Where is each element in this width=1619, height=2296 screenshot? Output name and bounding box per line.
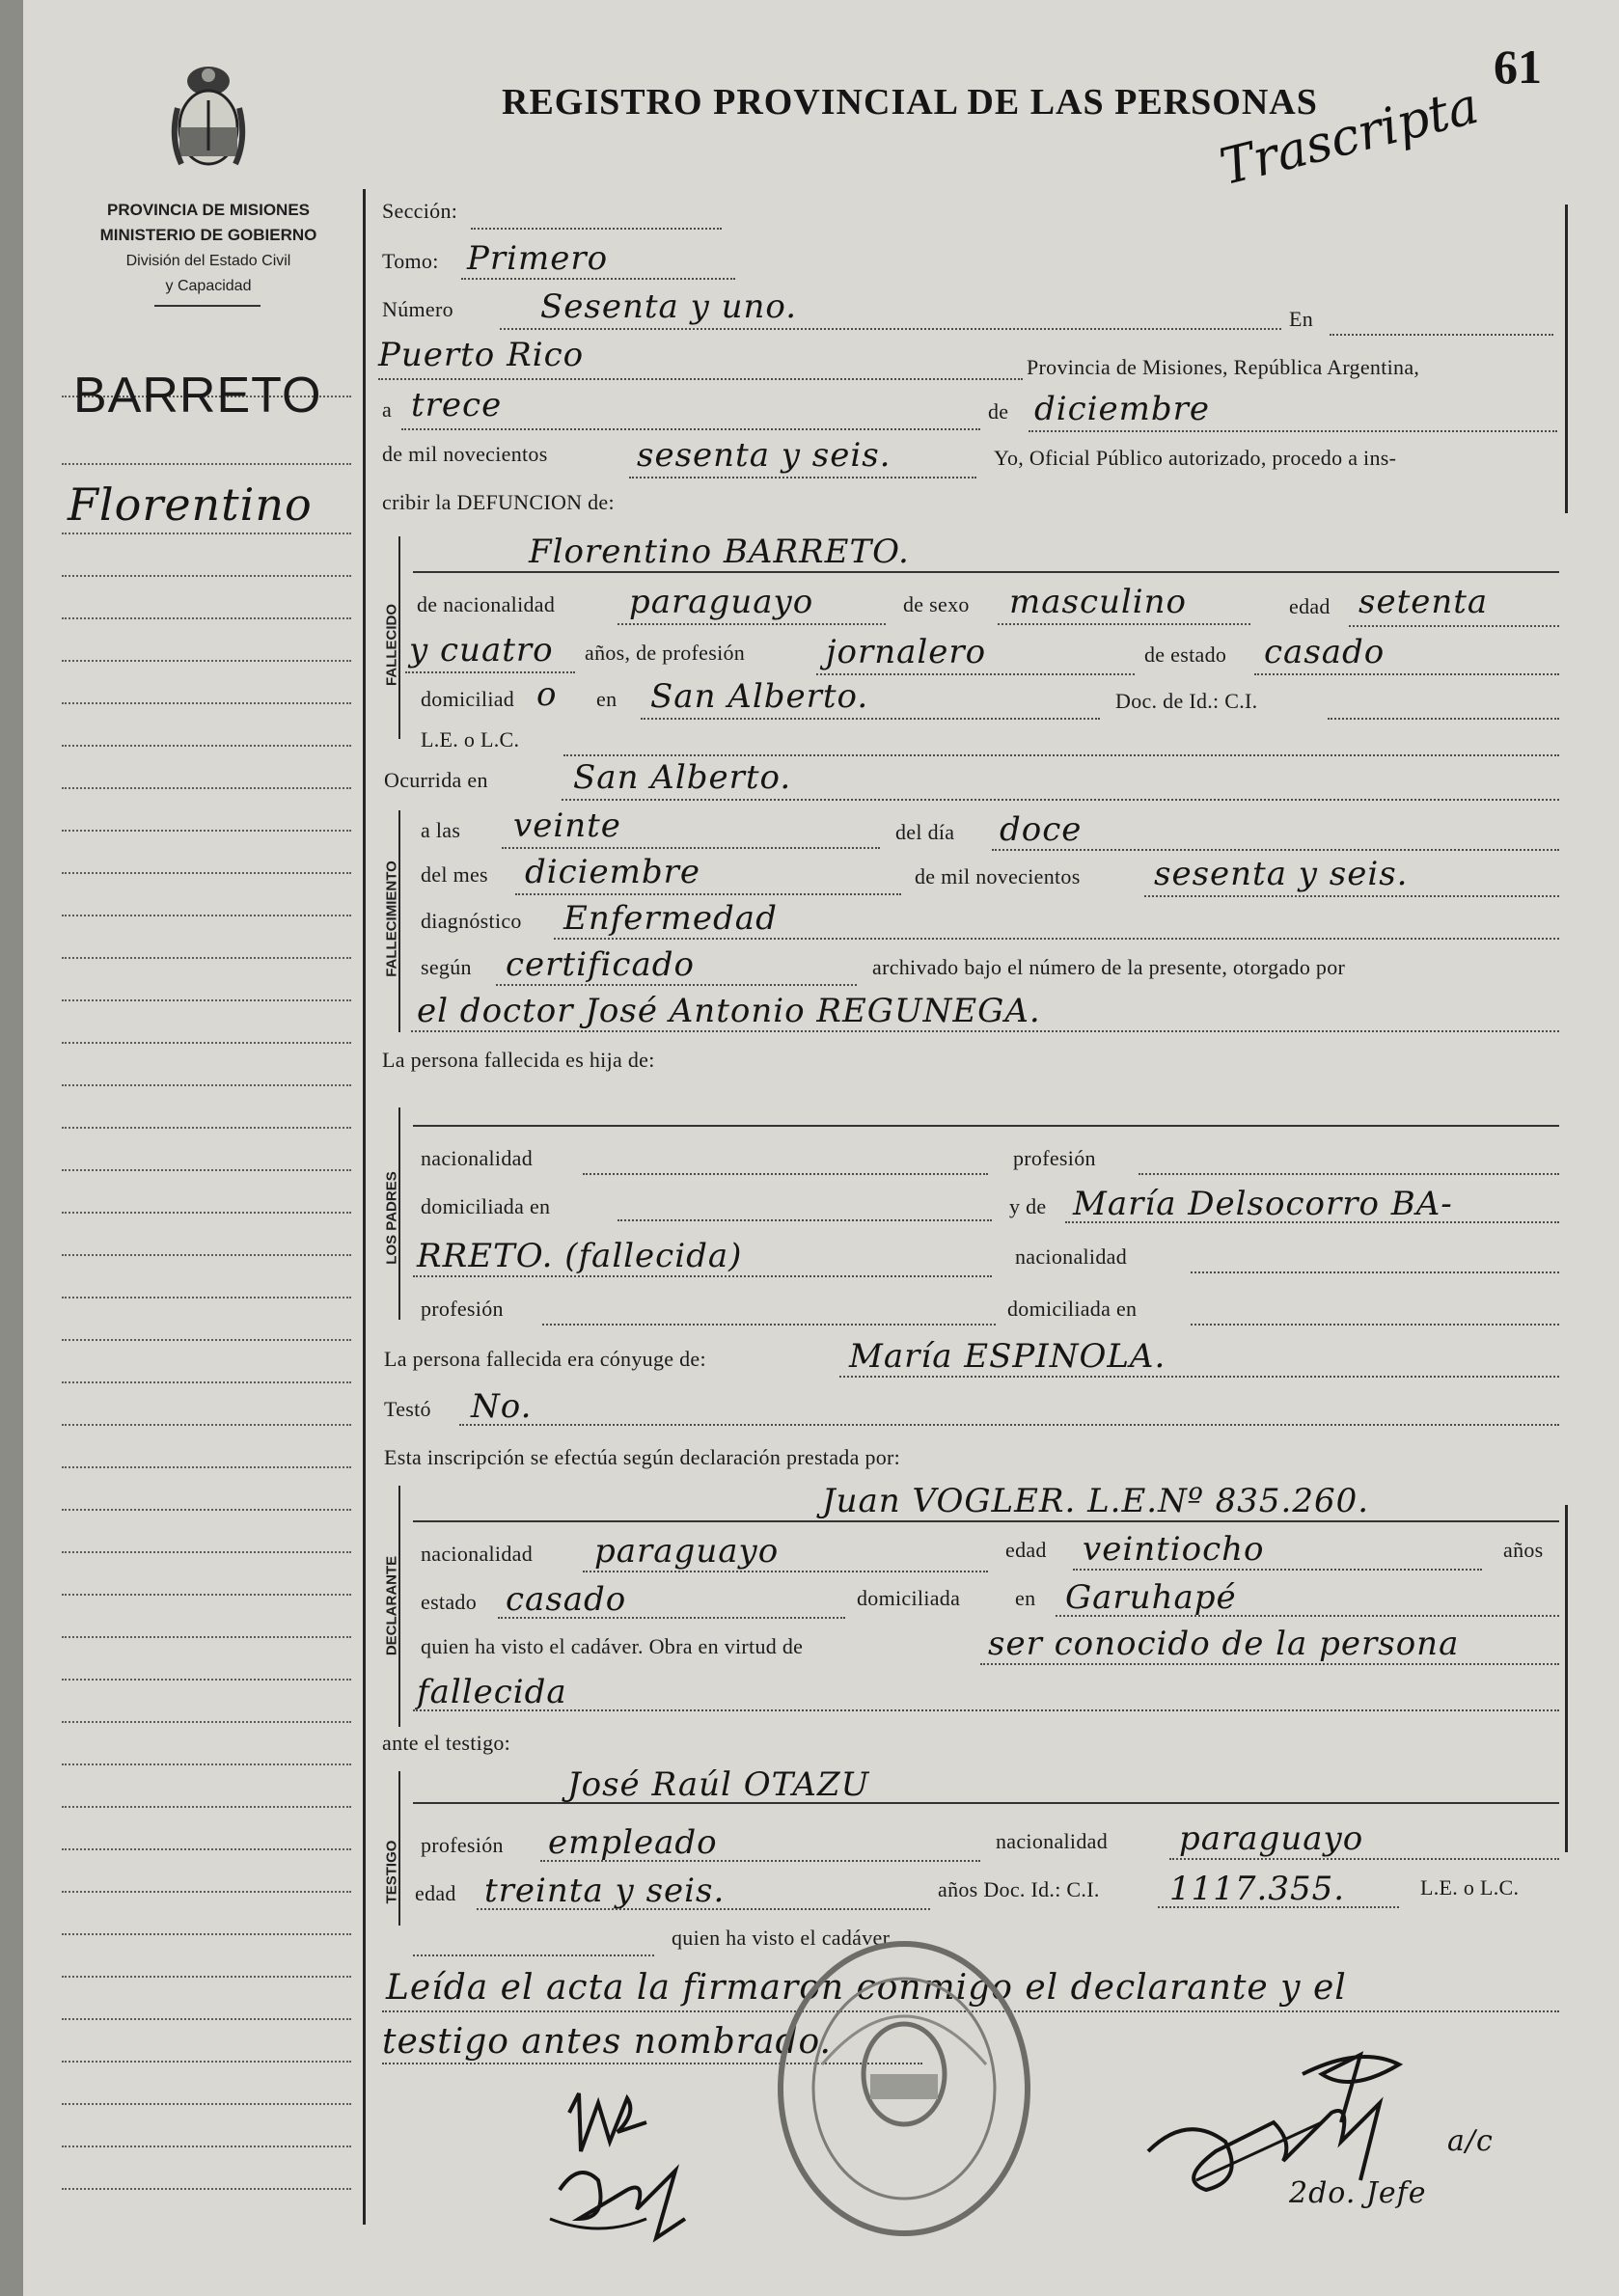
- ocurrida-value: San Alberto.: [573, 758, 792, 797]
- margin-line: [62, 1254, 351, 1256]
- padre-profesion-line: [1139, 1173, 1559, 1175]
- madre-domiciliada-line: [1191, 1324, 1559, 1326]
- hora-value: veinte: [513, 806, 621, 845]
- declarante-domiciliada-label: domiciliada: [857, 1586, 961, 1610]
- fallecido-name: Florentino BARRETO.: [529, 533, 910, 571]
- margin-line: [62, 2188, 351, 2190]
- declarante-name-line: [413, 1520, 1559, 1522]
- testigo-le-label: L.E. o L.C.: [1420, 1875, 1520, 1900]
- segun-value: certificado: [506, 945, 695, 984]
- fallecido-doc-line: [1328, 718, 1559, 720]
- margin-line: [62, 745, 351, 747]
- division-heading-line-1: División del Estado Civil: [125, 253, 291, 269]
- margin-line: [62, 1721, 351, 1723]
- margin-line: [62, 1042, 351, 1044]
- margin-line: [62, 1381, 351, 1383]
- testigo-edad-line: [477, 1908, 930, 1910]
- right-rule-bottom: [1565, 1505, 1568, 1852]
- closing-line-2: testigo antes nombrado.: [382, 2022, 832, 2062]
- day-value: trece: [411, 386, 503, 424]
- declarante-virtud-line-2: [413, 1709, 1559, 1711]
- tomo-value: Primero: [467, 239, 609, 278]
- en-label: En: [1289, 307, 1314, 331]
- testigo-name: José Raúl OTAZU: [567, 1765, 870, 1804]
- declarante-domicilio-value: Garuhapé: [1065, 1578, 1237, 1617]
- anio-prefix: de mil novecientos: [915, 864, 1081, 888]
- margin-rule: [363, 189, 366, 2225]
- madre-line-2: [413, 1275, 992, 1277]
- ocurrida-label: Ocurrida en: [384, 768, 488, 792]
- doctor-line: [411, 1030, 1559, 1032]
- hija-text: La persona fallecida es hija de:: [382, 1048, 655, 1072]
- madre-nacionalidad-line: [1191, 1271, 1559, 1273]
- testigo-profesion-value: empleado: [548, 1823, 718, 1862]
- margin-line: [62, 617, 351, 619]
- margin-line: [62, 1212, 351, 1214]
- margin-line: [62, 999, 351, 1001]
- margin-line: [62, 830, 351, 832]
- page-edge: [0, 0, 23, 2296]
- fallecido-le-label: L.E. o L.C.: [421, 727, 520, 752]
- madre-domiciliada-label: domiciliada en: [1007, 1297, 1138, 1321]
- fallecido-en-label: en: [596, 687, 617, 711]
- seccion-label: Sección:: [382, 199, 458, 223]
- numero-value: Sesenta y uno.: [540, 287, 798, 326]
- madre-profesion-label: profesión: [421, 1297, 504, 1321]
- padre-domiciliada-line: [617, 1219, 992, 1221]
- fallecido-sexo-line: [998, 623, 1250, 625]
- ocurrida-line: [562, 799, 1559, 801]
- signature-jefe-note: 2do. Jefe: [1289, 2176, 1427, 2210]
- declarante-section-label: DECLARANTE: [383, 1555, 400, 1656]
- margin-surname: BARRETO: [73, 368, 322, 424]
- declaracion-text: Esta inscripción se efectúa según declaración prestada por:: [384, 1445, 901, 1469]
- dia-line: [992, 849, 1559, 851]
- testigo-doc-value: 1117.355.: [1169, 1870, 1346, 1908]
- declarante-edad-value: veintiocho: [1083, 1530, 1265, 1569]
- dia-label: del día: [895, 820, 955, 844]
- seccion-line: [471, 228, 722, 230]
- margin-line: [62, 2103, 351, 2105]
- anio-line: [1144, 895, 1559, 897]
- declarante-en-label: en: [1015, 1586, 1036, 1610]
- margin-line: [62, 1509, 351, 1511]
- declarante-edad-label: edad: [1005, 1538, 1047, 1562]
- margin-line: [62, 915, 351, 916]
- tomo-line: [461, 278, 735, 280]
- padre-name-line: [413, 1125, 1559, 1127]
- fallecido-nacionalidad-line: [617, 623, 886, 625]
- fallecido-edad-label: edad: [1289, 594, 1331, 618]
- dia-value: doce: [1000, 810, 1083, 849]
- testo-line: [459, 1424, 1559, 1426]
- numero-line: [500, 328, 1281, 330]
- testigo-nacionalidad-line: [1169, 1858, 1559, 1860]
- declarante-virtud-line-1: [980, 1663, 1559, 1665]
- fallecido-estado-value: casado: [1264, 633, 1386, 671]
- official-seal-stamp: [764, 1929, 1044, 2248]
- province-heading: PROVINCIA DE MISIONES: [106, 201, 310, 219]
- fallecido-domicilio-line: [641, 718, 1100, 720]
- margin-line: [62, 1806, 351, 1808]
- declarante-nacionalidad-value: paraguayo: [594, 1532, 780, 1571]
- numero-label: Número: [382, 297, 453, 321]
- declarante-domicilio-line: [1056, 1615, 1559, 1617]
- diagnostico-line: [554, 938, 1559, 940]
- witness-signature: [540, 2074, 733, 2267]
- testigo-edad-label: edad: [415, 1881, 456, 1905]
- fallecido-estado-line: [1254, 673, 1559, 675]
- margin-line: [62, 787, 351, 789]
- day-line: [401, 428, 980, 430]
- place-value: Puerto Rico: [378, 336, 585, 374]
- fallecido-profesion-line: [816, 673, 1135, 675]
- closing-line-1: Leída el acta la firmaron conmigo el declarante y el: [386, 1968, 1347, 2008]
- margin-line: [62, 1933, 351, 1935]
- fallecido-estado-label: de estado: [1144, 642, 1227, 667]
- margin-line: [62, 1339, 351, 1341]
- testigo-nacionalidad-value: paraguayo: [1179, 1819, 1364, 1858]
- fallecido-sexo-label: de sexo: [903, 592, 970, 616]
- padres-section-label: LOS PADRES: [383, 1171, 400, 1265]
- mes-value: diciembre: [525, 853, 701, 891]
- y-de-label: y de: [1009, 1194, 1047, 1218]
- margin-line: [62, 575, 351, 577]
- fallecido-profesion-label: años, de profesión: [585, 641, 746, 665]
- declarante-quien-text: quien ha visto el cadáver. Obra en virtud de: [421, 1634, 804, 1658]
- fallecido-domiciliado-suffix: o: [536, 675, 558, 714]
- en-line: [1330, 334, 1553, 336]
- declarante-estado-label: estado: [421, 1590, 478, 1614]
- year-prefix: de mil novecientos: [382, 442, 548, 466]
- margin-line: [62, 1976, 351, 1978]
- padre-nacionalidad-label: nacionalidad: [421, 1146, 533, 1170]
- hora-line: [502, 847, 880, 849]
- margin-line: [62, 1679, 351, 1681]
- a-las-label: a las: [421, 818, 461, 842]
- testigo-profesion-label: profesión: [421, 1833, 504, 1857]
- testigo-edad-value: treinta y seis.: [484, 1872, 726, 1910]
- margin-line: [62, 1127, 351, 1129]
- anio-value: sesenta y seis.: [1154, 855, 1409, 893]
- declarante-estado-line: [498, 1617, 845, 1619]
- margin-line: [62, 1594, 351, 1596]
- madre-profesion-line: [542, 1324, 996, 1326]
- page-number: 61: [1494, 40, 1542, 94]
- testigo-doc-label: años Doc. Id.: C.I.: [938, 1877, 1100, 1901]
- fallecido-edad-line-2: [405, 671, 575, 673]
- margin-line: [62, 1466, 351, 1468]
- margin-line: [62, 1891, 351, 1893]
- declarante-nacionalidad-label: nacionalidad: [421, 1542, 533, 1566]
- fallecido-nacionalidad-value: paraguayo: [629, 583, 814, 621]
- fallecido-edad-line: [1349, 625, 1559, 627]
- declarante-edad-line: [1073, 1569, 1482, 1571]
- declarante-anos-label: años: [1503, 1538, 1544, 1562]
- fallecido-name-line: [413, 571, 1559, 573]
- declarante-virtud-value-2: fallecida: [417, 1673, 567, 1711]
- header-rule: [154, 305, 261, 307]
- mes-line: [515, 893, 901, 895]
- padre-profesion-label: profesión: [1013, 1146, 1096, 1170]
- segun-label: según: [421, 955, 472, 979]
- fallecido-domicilio-value: San Alberto.: [650, 677, 869, 716]
- division-heading-line-2: y Capacidad: [165, 278, 252, 294]
- testo-label: Testó: [384, 1397, 431, 1421]
- fallecido-section-label: FALLECIDO: [383, 604, 400, 686]
- margin-line: [62, 2061, 351, 2063]
- fallecido-edad-value-1: setenta: [1358, 583, 1489, 621]
- fallecido-domiciliado-label: domiciliad: [421, 687, 515, 711]
- testigo-name-line: [413, 1802, 1559, 1804]
- inscribir-text: cribir la DEFUNCION de:: [382, 490, 615, 514]
- declarante-nacionalidad-line: [583, 1571, 988, 1572]
- diagnostico-label: diagnóstico: [421, 909, 522, 933]
- officer-text: Yo, Oficial Público autorizado, procedo a ins-: [994, 446, 1397, 470]
- conyuge-label: La persona fallecida era cónyuge de:: [384, 1347, 706, 1371]
- testigo-nacionalidad-label: nacionalidad: [996, 1829, 1108, 1853]
- de-label: de: [988, 399, 1009, 424]
- padre-nacionalidad-line: [583, 1173, 988, 1175]
- doctor-value: el doctor José Antonio REGUNEGA.: [417, 992, 1041, 1030]
- segun-line: [496, 984, 857, 986]
- place-line: [378, 378, 1023, 380]
- month-value: diciembre: [1034, 390, 1211, 428]
- testo-value: No.: [471, 1387, 533, 1426]
- declarante-name: Juan VOGLER. L.E.Nº 835.260.: [822, 1482, 1370, 1520]
- mes-label: del mes: [421, 862, 488, 887]
- margin-line: [62, 2146, 351, 2147]
- margin-line: [62, 1848, 351, 1850]
- testigo-extra-line: [413, 1954, 654, 1956]
- margin-line: [62, 660, 351, 662]
- a-label: a: [382, 397, 393, 422]
- margin-line: [62, 463, 351, 465]
- fallecido-doc-label: Doc. de Id.: C.I.: [1115, 689, 1258, 713]
- margin-line: [62, 1763, 351, 1765]
- testigo-profesion-line: [540, 1860, 980, 1862]
- right-rule-top: [1565, 205, 1568, 513]
- margin-line: [62, 1551, 351, 1553]
- declarante-virtud-value-1: ser conocido de la persona: [988, 1625, 1460, 1663]
- margin-line: [62, 1169, 351, 1171]
- margin-line: [62, 1424, 351, 1426]
- testigo-doc-line: [1158, 1906, 1399, 1908]
- testigo-visto-text: quien ha visto el cadáver: [672, 1926, 891, 1950]
- testigo-section-label: TESTIGO: [383, 1840, 400, 1904]
- transcribed-stamp: Trascripta: [1214, 76, 1485, 198]
- fallecido-le-line: [563, 754, 1559, 756]
- margin-line: [62, 872, 351, 874]
- madre-value-2: RRETO. (fallecida): [417, 1237, 743, 1275]
- signature-ac-note: a/c: [1447, 2124, 1494, 2158]
- margin-line: [62, 1297, 351, 1298]
- fallecido-nacionalidad-label: de nacionalidad: [417, 592, 556, 616]
- archivado-text: archivado bajo el número de la presente, otorgado por: [872, 955, 1346, 979]
- margin-given-name: Florentino: [68, 478, 313, 531]
- province-text: Provincia de Misiones, República Argentina,: [1027, 355, 1420, 379]
- declarante-estado-value: casado: [506, 1580, 627, 1619]
- padre-domiciliada-label: domiciliada en: [421, 1194, 551, 1218]
- margin-line: [62, 2018, 351, 2020]
- fallecido-profesion-value: jornalero: [826, 633, 987, 671]
- coat-of-arms-emblem: [162, 62, 255, 179]
- margin-line: [62, 957, 351, 959]
- fallecido-sexo-value: masculino: [1009, 583, 1188, 621]
- ministry-heading: MINISTERIO DE GOBIERNO: [99, 226, 317, 244]
- year-line: [629, 477, 976, 478]
- madre-line-1: [1065, 1221, 1559, 1223]
- madre-value-1: María Delsocorro BA-: [1073, 1185, 1453, 1223]
- ante-text: ante el testigo:: [382, 1731, 511, 1755]
- margin-line: [62, 533, 351, 534]
- month-line: [1029, 430, 1557, 432]
- margin-line: [62, 1636, 351, 1638]
- tomo-label: Tomo:: [382, 249, 439, 273]
- margin-line: [62, 702, 351, 704]
- document-title: REGISTRO PROVINCIAL DE LAS PERSONAS: [502, 82, 1318, 123]
- fallecimiento-section-label: FALLECIMIENTO: [383, 861, 400, 977]
- conyuge-value: María ESPINOLA.: [849, 1337, 1166, 1376]
- margin-line: [62, 1084, 351, 1086]
- fallecido-edad-value-2: y cuatro: [409, 631, 554, 670]
- conyuge-line: [839, 1376, 1559, 1378]
- diagnostico-value: Enfermedad: [563, 899, 778, 938]
- year-value: sesenta y seis.: [637, 436, 892, 475]
- madre-nacionalidad-label: nacionalidad: [1015, 1244, 1127, 1269]
